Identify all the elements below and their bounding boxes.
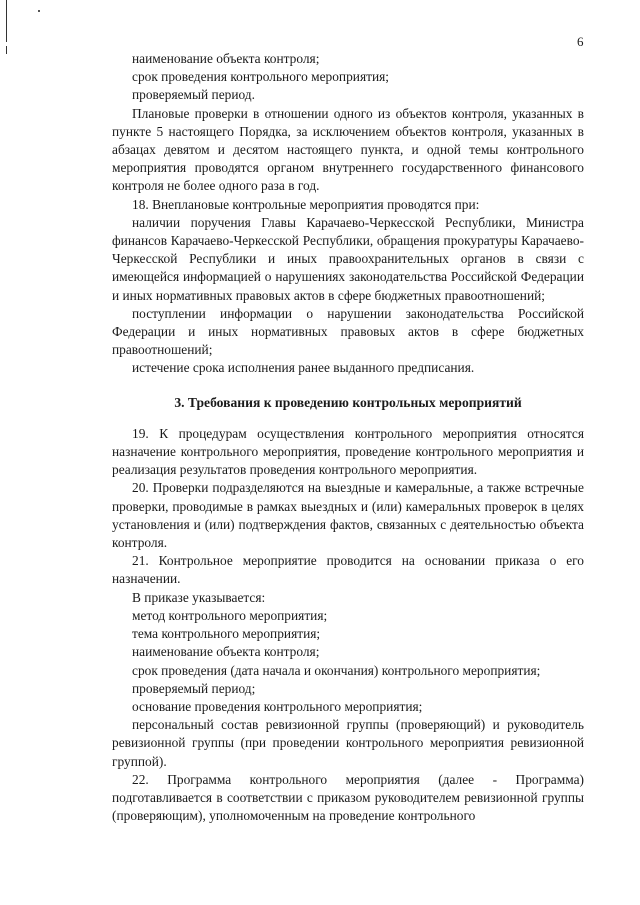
section-heading: 3. Требования к проведению контрольных мероприятий — [174, 394, 522, 410]
paragraph-21: 21. Контрольное мероприятие проводится на основании приказа о его назначении. — [112, 553, 584, 587]
list-item: поступлении информации о нарушении законодательства Российской Федерации и иных нормативных правовых актов в сфере бюджетных правоотношений; — [112, 305, 584, 358]
list-item: срок проведения контрольного мероприятия; — [132, 69, 390, 85]
paragraph-20: 20. Проверки подразделяются на выездные и камеральные, а также встречные проверки, проводимые в рамках выездных и (или) камеральных проверок в целях установления и (или) подтверждения фактов, связанных с деятельностью объекта контроля. — [112, 480, 584, 551]
list-item: проверяемый период. — [132, 87, 255, 103]
list-item: наличии поручения Главы Карачаево-Черкесской Республики, Министра финансов Карачаево-Черкесской Республики, обращения прокуратуры Карачаево-Черкесской Республики и иных правоохранительных органов в связи с имеющейся информацией о нарушениях законодательства Российской Федерации и иных нормативных правовых актов в сфере бюджетных правоотношений; — [112, 214, 584, 303]
list-item: тема контрольного мероприятия; — [132, 626, 321, 642]
paragraph-19: 19. К процедурам осуществления контрольного мероприятия относятся назначение контрольного мероприятия, проведение контрольного мероприятия и реализация результатов проведения контрольного мероприятия. — [112, 425, 584, 478]
scan-speck — [38, 10, 40, 12]
document-body — [112, 50, 584, 825]
list-item: метод контрольного мероприятия; — [132, 607, 328, 623]
list-item: основание проведения контрольного мероприятия; — [132, 698, 423, 714]
list-item: истечение срока исполнения ранее выданного предписания. — [132, 360, 475, 376]
binding-margin-line — [6, 0, 7, 42]
list-item: проверяемый период; — [132, 680, 256, 696]
paragraph-21-intro: В приказе указывается: — [132, 589, 266, 605]
binding-margin-tick — [6, 46, 7, 54]
list-item: наименование объекта контроля; — [132, 51, 320, 66]
paragraph-planned-checks: Плановые проверки в отношении одного из объектов контроля, указанных в пункте 5 настоящего Порядка, за исключением объектов контроля, указанных в абзацах девятом и десятом настоящего пункта, и одной темы контрольного мероприятия проводятся органом внутреннего государственного финансового контроля не более одного раза в год. — [112, 105, 584, 194]
paragraph-18: 18. Внеплановые контрольные мероприятия проводятся при: — [132, 196, 480, 212]
page-number: 6 — [577, 34, 584, 49]
paragraph-22: 22. Программа контрольного мероприятия (далее - Программа) подготавливается в соответствии с приказом руководителем ревизионной группы (проверяющим), уполномоченным на проведение контрольного — [112, 771, 584, 824]
list-item: персональный состав ревизионной группы (проверяющий) и руководитель ревизионной группы (при проведении контрольного мероприятия ревизионной группой). — [112, 717, 584, 769]
list-item: наименование объекта контроля; — [132, 644, 320, 660]
list-item: срок проведения (дата начала и окончания) контрольного мероприятия; — [132, 662, 541, 678]
